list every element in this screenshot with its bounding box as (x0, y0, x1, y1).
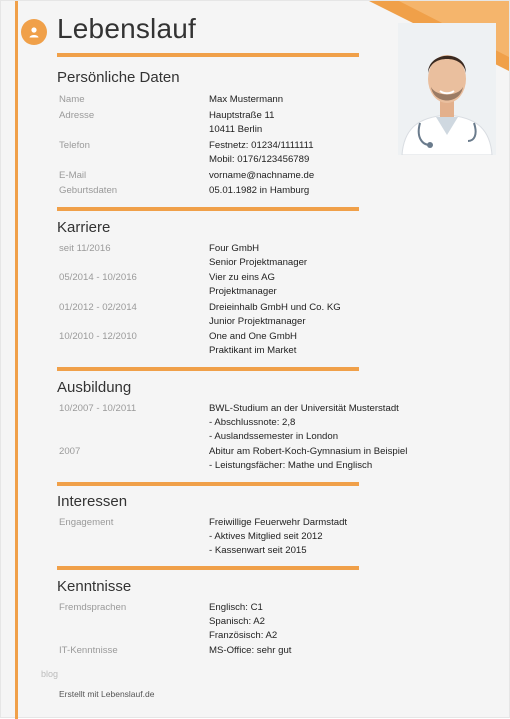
row-interest (57, 516, 469, 560)
section-divider (57, 367, 359, 371)
education-rows (57, 402, 469, 475)
row-career (57, 271, 469, 301)
section-skills (57, 577, 359, 597)
row-career (57, 242, 469, 271)
row-phone (57, 139, 469, 169)
row-value: One and One GmbH Praktikant im Market (209, 331, 297, 356)
row-label: Name (59, 94, 85, 105)
row-address (57, 109, 469, 139)
row-value: BWL-Studium an der Universität Musterstadt - Abschlussnote: 2,8 - Auslandssemester in London (209, 403, 399, 442)
row-value: Hauptstraße 11 10411 Berlin (209, 110, 275, 135)
section-education (57, 378, 359, 398)
personal-rows (57, 93, 469, 199)
row-label: IT-Kenntnisse (59, 645, 118, 656)
row-value: vorname@nachname.de (209, 170, 315, 181)
section-career (57, 218, 359, 238)
row-career (57, 330, 469, 360)
section-heading-career: Karriere (57, 219, 111, 236)
row-label: Adresse (59, 110, 95, 121)
row-label: Geburtsdaten (59, 185, 118, 196)
row-label: 2007 (59, 446, 81, 457)
row-email (57, 169, 469, 184)
row-value: Vier zu eins AG Projektmanager (209, 272, 277, 297)
row-label: seit 11/2016 (59, 243, 111, 254)
section-divider (57, 482, 359, 486)
row-label: 10/2010 - 12/2010 (59, 331, 137, 342)
skills-rows (57, 601, 469, 659)
left-accent-rule (15, 1, 18, 719)
row-label: 01/2012 - 02/2014 (59, 302, 137, 313)
row-education (57, 402, 469, 445)
row-value: Dreieinhalb GmbH und Co. KG Junior Projektmanager (209, 302, 341, 327)
logo-icon (21, 19, 47, 45)
section-interests (57, 492, 359, 512)
row-value: Englisch: C1 Spanisch: A2 Französisch: A2 (209, 602, 278, 641)
footer-watermark-text: blog (41, 669, 59, 679)
row-label: Engagement (59, 517, 114, 528)
section-divider (57, 207, 359, 211)
row-career (57, 301, 469, 330)
interests-rows (57, 516, 469, 560)
row-birth (57, 184, 469, 199)
row-skill (57, 601, 469, 644)
title-underline (57, 53, 359, 57)
row-education (57, 445, 469, 475)
footer-credit: Erstellt mit Lebenslauf.de (59, 689, 155, 699)
row-value: Max Mustermann (209, 94, 284, 105)
row-skill (57, 644, 469, 659)
row-value: 05.01.1982 in Hamburg (209, 185, 310, 196)
row-value: MS-Office: sehr gut (209, 645, 292, 656)
row-name (57, 93, 469, 109)
career-rows (57, 242, 469, 360)
row-value: Freiwillige Feuerwehr Darmstadt - Aktives Mitglied seit 2012 - Kassenwart seit 2015 (209, 517, 348, 556)
row-label: 05/2014 - 10/2016 (59, 272, 137, 283)
section-heading-education: Ausbildung (57, 379, 132, 396)
row-label: E-Mail (59, 170, 87, 181)
page-title: Lebenslauf (57, 13, 197, 44)
section-heading-interests: Interessen (57, 493, 128, 510)
section-heading-personal: Persönliche Daten (57, 69, 180, 86)
section-personal (57, 68, 359, 88)
row-value: Abitur am Robert-Koch-Gymnasium in Beispiel - Leistungsfächer: Mathe und Englisch (209, 446, 408, 471)
row-value: Festnetz: 01234/1111111 Mobil: 0176/123456789 (209, 140, 314, 165)
row-label: 10/2007 - 10/2011 (59, 403, 137, 414)
section-divider (57, 566, 359, 570)
section-heading-skills: Kenntnisse (57, 578, 132, 595)
row-value: Four GmbH Senior Projektmanager (209, 243, 308, 268)
row-label: Telefon (59, 140, 90, 151)
row-label: Fremdsprachen (59, 602, 127, 613)
